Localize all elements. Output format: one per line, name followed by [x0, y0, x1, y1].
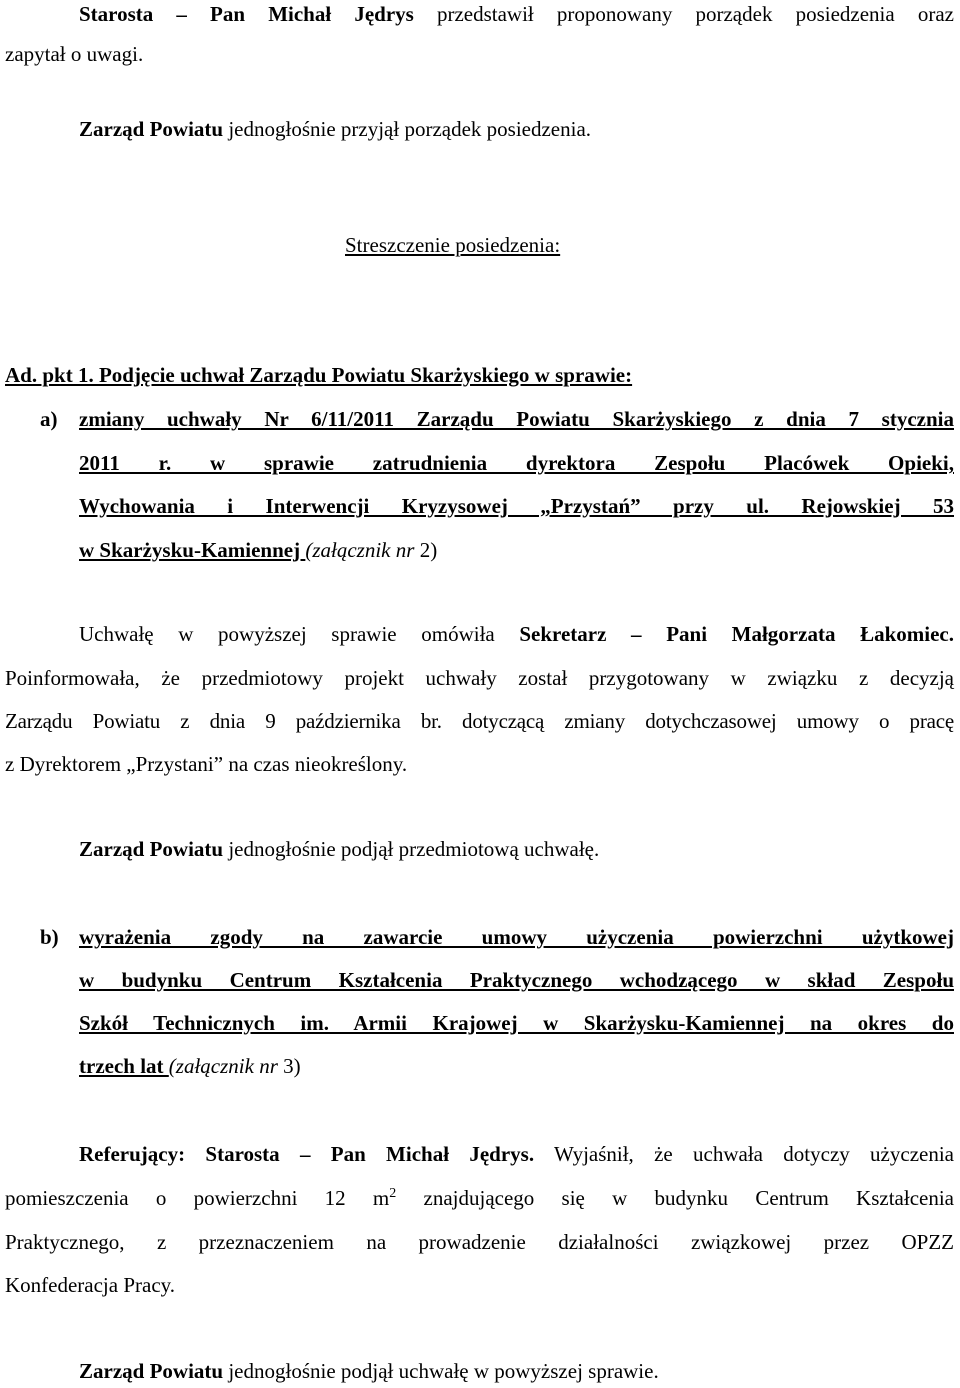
marker: b) — [40, 925, 59, 949]
text: jednogłośnie przyjął porządek posiedzenia. — [223, 117, 592, 141]
paragraph-3-line-3: Zarządu Powiatu z dnia 9 października br. dotyczącą zmiany dotychczasowej umowy o pracę — [5, 709, 954, 733]
paragraph-5-line-2 — [5, 1184, 954, 1212]
text: w Skarżysku-Kamiennej — [79, 538, 306, 562]
speaker-name: Sekretarz – Pani Małgorzata Łakomiec. — [519, 622, 954, 646]
text: 2011 r. w sprawie zatrudnienia dyrektora Zespołu Placówek Opieki, — [79, 451, 954, 475]
board-name: Zarząd Powiatu — [79, 117, 224, 141]
item-a-line-2 — [79, 449, 954, 477]
text: w budynku Centrum Kształcenia Praktycznego wchodzącego w skład Zespołu — [79, 968, 954, 992]
superscript: 2 — [389, 1186, 397, 1201]
speaker-name: Referujący: Starosta – Pan Michał Jędrys. — [79, 1142, 535, 1166]
item-b-marker — [40, 923, 59, 951]
paragraph-3-line-4: z Dyrektorem „Przystani” na czas nieokreślony. — [5, 752, 408, 776]
item-a-line-1 — [79, 405, 954, 433]
attachment-ref: (załącznik nr — [305, 538, 415, 562]
item-a-line-3 — [79, 492, 954, 520]
text: Wyjaśnił, że uchwała dotyczy użyczenia — [534, 1142, 954, 1166]
paragraph-2 — [79, 115, 591, 143]
text: 2) — [414, 538, 438, 562]
item-b-line-4 — [79, 1052, 301, 1080]
marker: a) — [40, 407, 58, 431]
board-name: Zarząd Powiatu — [79, 1359, 224, 1383]
text: wyrażenia zgody na zawarcie umowy użyczenia powierzchni użytkowej — [79, 925, 954, 949]
paragraph-4 — [79, 835, 599, 863]
item-a-marker — [40, 405, 58, 433]
text: jednogłośnie podjął przedmiotową uchwałę. — [223, 837, 600, 861]
item-b-line-1 — [79, 923, 954, 951]
text: pomieszczenia o powierzchni 12 m — [5, 1186, 390, 1210]
text: Wychowania i Interwencji Kryzysowej „Przystań” przy ul. Rejowskiej 53 — [79, 494, 954, 518]
heading-text: Streszczenie posiedzenia: — [345, 233, 561, 257]
paragraph-5-line-3: Praktycznego, z przeznaczeniem na prowadzenie działalności związkowej przez OPZZ — [5, 1230, 954, 1254]
item-b-line-3 — [79, 1009, 954, 1037]
item-a-line-4 — [79, 536, 437, 564]
paragraph-5-line-1 — [79, 1140, 954, 1168]
summary-heading — [345, 231, 560, 259]
agenda-point-1 — [5, 361, 632, 389]
text: zmiany uchwały Nr 6/11/2011 Zarządu Powiatu Skarżyskiego z dnia 7 stycznia — [79, 407, 954, 431]
paragraph-1-line-1 — [79, 0, 954, 28]
paragraph-3-line-1 — [79, 620, 954, 648]
board-name: Zarząd Powiatu — [79, 837, 224, 861]
speaker-name: Starosta – Pan Michał Jędrys — [79, 2, 414, 26]
attachment-ref: (załącznik nr — [168, 1054, 278, 1078]
paragraph-3-line-2: Poinformowała, że przedmiotowy projekt uchwały został przygotowany w związku z decyzją — [5, 666, 954, 690]
agenda-point-title: Ad. pkt 1. Podjęcie uchwał Zarządu Powiatu Skarżyskiego w sprawie: — [5, 363, 633, 387]
item-b-line-2 — [79, 966, 954, 994]
text: trzech lat — [79, 1054, 169, 1078]
text: jednogłośnie podjął uchwałę w powyższej sprawie. — [223, 1359, 659, 1383]
text: Uchwałę w powyższej sprawie omówiła — [79, 622, 520, 646]
text: Szkół Technicznych im. Armii Krajowej w Skarżysku-Kamiennej na okres do — [79, 1011, 954, 1035]
text: znajdującego się w budynku Centrum Kształcenia — [396, 1186, 955, 1210]
text: przedstawił proponowany porządek posiedzenia oraz — [413, 2, 954, 26]
text: 3) — [277, 1054, 301, 1078]
paragraph-5-line-4: Konfederacja Pracy. — [5, 1273, 176, 1297]
paragraph-1-line-2: zapytał o uwagi. — [5, 42, 144, 66]
paragraph-6 — [79, 1357, 659, 1385]
